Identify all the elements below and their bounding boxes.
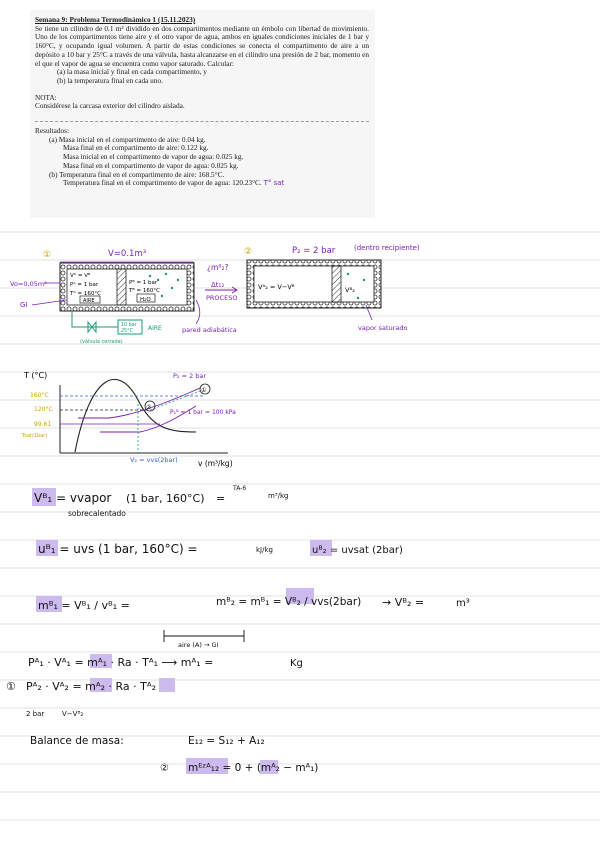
volume-label: V=0.1m³ xyxy=(108,249,147,259)
eq2-lhs: uᴮ₁ = uvs (1 bar, 160°C) = xyxy=(38,542,198,556)
results-label: Resultados: xyxy=(35,126,70,136)
equations xyxy=(6,485,470,774)
supply-pipe xyxy=(72,311,118,327)
mb2-question: ¿mᴮ₂? xyxy=(207,263,229,272)
tick-tsat: Tsat(1bar) xyxy=(22,433,48,439)
result-line: (b) Temperatura final en el compartimento de aire: 168.5°C. xyxy=(49,169,225,179)
eq2-right: uᴮ₂ = uvsat (2bar) xyxy=(312,545,403,556)
b-temperature: Tᴮ = 160°C xyxy=(129,288,160,294)
point-1-label: ① xyxy=(201,387,207,394)
eq1-ref: TA-6 xyxy=(233,485,247,492)
problem-title: Semana 9: Problema Termodinámico 1 (15.11.2023) xyxy=(35,15,196,24)
final-pressure: P₂ = 2 bar xyxy=(292,246,336,256)
state-1-label: ① xyxy=(43,250,52,260)
eq1-eq: = xyxy=(216,492,226,505)
valve-label: (válvula cerrada) xyxy=(80,339,123,345)
vs-label: V₂ = vvs(2bar) xyxy=(130,456,178,464)
isobar-1-label: P₁ᴮ = 1 bar = 100 kPa xyxy=(170,409,236,416)
a-temperature: Tᴬ = 160°C xyxy=(70,291,101,297)
half-volume-label: Vo=0,05m³ xyxy=(10,280,47,288)
handwritten-tsat: T° sat xyxy=(263,179,285,188)
tick-9961: 99.61 xyxy=(34,421,52,428)
adiabatic-wall-label: pared adiabática xyxy=(182,326,237,334)
inside-container-label: (dentro recipiente) xyxy=(354,244,420,252)
problem-body: Se tiene un cilindro de 0.1 m³ dividido en dos compartimentos mediante un émbolo con libertad de movimiento. Uno de los compartimentos tiene aire y el otro vapor de agua, ambos en iguales condiciones iniciales de 1 bar y 160°C, y ocupando igual volumen. A partir de estas condiciones se conecta el compartimento de aire a un depósito a 10 bar y 25°C a través de una válvula, hasta alcanzarse en el cilindro una presión de 2 bar, momento en el que el vapor de agua se encuentra como vapor saturado. Calcular: xyxy=(35,23,369,68)
eq2-unit: kJ/kg xyxy=(256,546,273,554)
a2-volume: Vᴬ₂ = V−Vᴮ xyxy=(258,283,295,291)
point-2-label: ② xyxy=(146,404,152,411)
a-pressure: Pᴬ = 1 bar xyxy=(70,282,99,288)
eq1-unit: m³/kg xyxy=(268,492,289,500)
cylinder-diagram-2 xyxy=(244,244,420,332)
tv-diagram xyxy=(21,371,236,468)
b2-volume: Vᴮ₂ xyxy=(345,286,355,294)
cylinder-diagram-1 xyxy=(10,249,237,345)
eq3-right: → Vᴮ₂ = xyxy=(382,596,425,609)
note-label: NOTA: xyxy=(35,92,57,102)
result-line: Masa final en el compartimento de aire: 0.122 kg. xyxy=(63,143,209,153)
eq6-number: ② xyxy=(160,763,169,774)
eq1-rhs: (1 bar, 160°C) xyxy=(126,492,205,505)
eq5-number: ① xyxy=(6,680,16,693)
tick-160: 160°C xyxy=(30,392,49,399)
problem-item-b: (b) la temperatura final en cada uno. xyxy=(57,75,163,85)
result-line: (a) Masa inicial en el compartimento de aire: 0.04 kg. xyxy=(49,134,206,144)
gi-label: GI xyxy=(20,301,28,309)
air-bracket-label: aire (A) → GI xyxy=(178,641,219,649)
eq4-unit: Kg xyxy=(290,658,303,669)
tank-temperature: 25°C xyxy=(121,329,133,334)
tank-pressure: 10 bar xyxy=(121,323,137,328)
proceso-label: PROCESO xyxy=(206,294,238,302)
eq1-sub: sobrecalentado xyxy=(68,509,126,518)
t-axis-label: T (°C) xyxy=(24,371,48,380)
state-2-label: ② xyxy=(244,247,253,257)
highlights xyxy=(32,488,332,774)
v-axis-label: v (m³/kg) xyxy=(198,459,233,468)
eq3-unit: m³ xyxy=(456,598,470,609)
mass-balance-label: Balance de masa: xyxy=(30,735,124,747)
result-line: Masa inicial en el compartimento de vapor de agua: 0.025 kg. xyxy=(63,152,244,162)
eq5: Pᴬ₂ · Vᴬ₂ = mᴬ₂ · Ra · Tᴬ₂ xyxy=(26,680,157,693)
aire-label: AIRE xyxy=(83,298,95,304)
result-line: Temperatura final en el compartimento de vapor de agua: 120.23°C. T° sat xyxy=(63,178,285,188)
piston xyxy=(117,269,126,305)
process-transition xyxy=(205,263,237,302)
isobar-2-label: P₂ = 2 bar xyxy=(173,372,207,380)
h2o-label: H₂O xyxy=(140,297,151,303)
vapor-label: vapor saturado xyxy=(358,324,408,332)
eq1-lhs: Vᴮ₁ = vvapor xyxy=(34,491,112,505)
eq5-unit1: 2 bar xyxy=(26,710,45,718)
b-pressure: Pᴮ = 1 bar xyxy=(129,280,158,286)
tank-air-label: AIRE xyxy=(148,325,162,332)
mass-balance-eq: E₁₂ = S₁₂ + A₁₂ xyxy=(188,735,265,747)
result-line: Masa final en el compartimento de vapor de agua: 0.025 kg. xyxy=(63,160,239,170)
a-volume: Vᴬ = Vᴮ xyxy=(70,273,91,279)
note-text: Considérese la carcasa exterior del cilindro aislada. xyxy=(35,101,185,111)
eq6: mᴱᶻᴬ₁₂ = 0 + (mᴬ₂ − mᴬ₁) xyxy=(188,762,319,774)
eq5-unit2: V−Vᴮ₂ xyxy=(62,710,84,718)
tick-120: 120°C xyxy=(34,406,53,413)
eq3-mid: mᴮ₂ = mᴮ₁ = Vᴮ₂ / vvs(2bar) xyxy=(216,596,362,608)
eq3-lhs: mᴮ₁ = Vᴮ₁ / vᴮ₁ = xyxy=(38,599,130,612)
eq4: Pᴬ₁ · Vᴬ₁ = mᴬ₁ · Ra · Tᴬ₁ ⟶ mᴬ₁ = xyxy=(28,656,214,669)
problem-item-a: (a) la masa inicial y final en cada compartimento, y xyxy=(57,67,207,77)
delta-t: Δt₁₂ xyxy=(211,281,225,289)
piston-2 xyxy=(332,266,341,302)
